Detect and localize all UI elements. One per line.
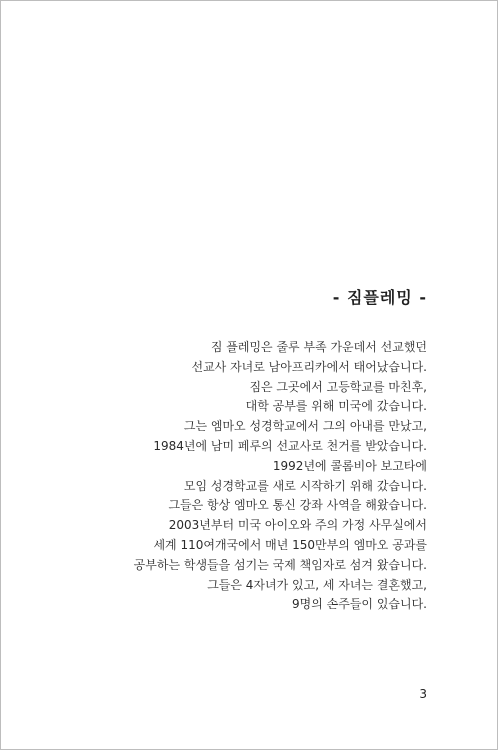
paragraph-line: 그는 엠마오 성경학교에서 그의 아내를 만났고, (183, 419, 427, 434)
paragraph-line: 모임 성경학교를 새로 시작하기 위해 갔습니다. (183, 478, 427, 493)
paragraph-line: 1984년에 남미 페루의 선교사로 천거를 받았습니다. (153, 438, 427, 453)
paragraph-line: 공부하는 학생들을 섬기는 국제 책임자로 섬겨 왔습니다. (133, 557, 427, 572)
paragraph-line: 짐 플레밍은 줄루 부족 가운데서 선교했던 (210, 340, 427, 354)
paragraph-line: 2003년부터 미국 아이오와 주의 가정 사무실에서 (168, 518, 427, 533)
paragraph-line: 1992년에 콜롬비아 보고타에 (272, 458, 427, 473)
page-title: - 짐플레밍 - (332, 288, 427, 307)
paragraph-line: 그들은 항상 엠마오 통신 강좌 사역을 해왔습니다. (168, 498, 427, 513)
page-number: 3 (419, 687, 427, 701)
paragraph-line: 짐은 그곳에서 고등학교를 마친후, (249, 379, 427, 394)
paragraph-line: 세계 110여개국에서 매년 150만부의 엠마오 공과를 (153, 537, 427, 552)
paragraph-line: 대학 공부를 위해 미국에 갔습니다. (245, 399, 427, 414)
paragraph-line: 선교사 자녀로 남아프리카에서 태어났습니다. (191, 359, 427, 374)
paragraph-line: 9명의 손주들이 있습니다. (292, 597, 427, 612)
paragraph-line: 그들은 4자녀가 있고, 세 자녀는 결혼했고, (207, 577, 427, 592)
biography-paragraph (47, 338, 427, 615)
